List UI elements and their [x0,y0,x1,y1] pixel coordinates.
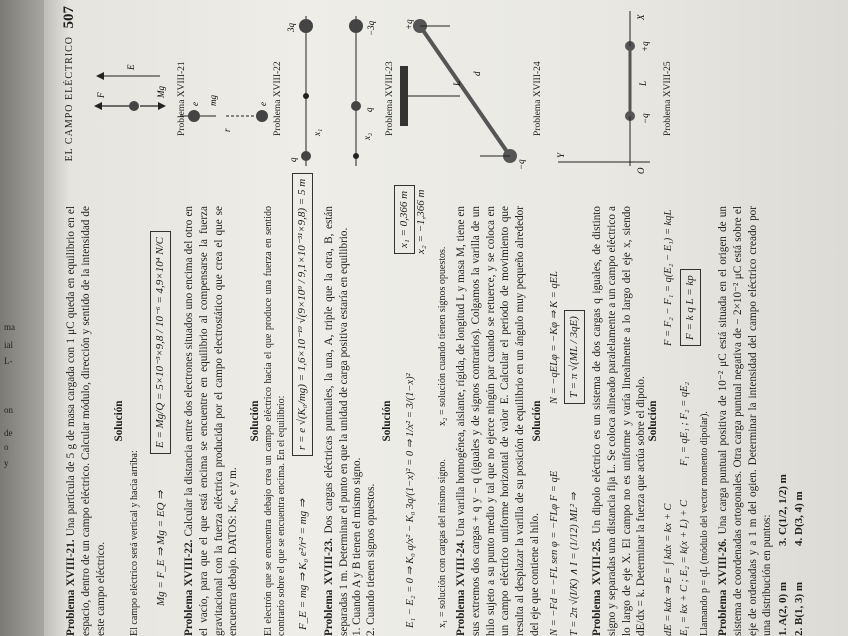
svg-text:−q: −q [516,159,526,170]
list-item: 2. Cuando tienen signos opuestos. [365,483,377,636]
equation: F = F₂ − F₁ = q(E₂ − E₁) = kqL [663,209,674,346]
list-item: 2. B(1, 3) m [793,581,805,636]
equation: F_E = mg ⇒ K₀ e²/r² = mg ⇒ [297,498,309,630]
solution-heading: Solución [531,400,543,442]
result-box: F = k q L = kp [680,269,701,346]
result-box: T = π √(ML / 3qE) [564,310,585,404]
problem-26 [716,206,775,636]
equation: E₁ = kx + C ; E₂ = k(x + L) + C [679,499,690,636]
svg-text:Y: Y [556,152,566,158]
problem-title: Problema XVIII-26. [717,538,729,636]
equation: Mg = F_E ⇒ Mg = EQ ⇒ [155,490,167,606]
previous-page-edge [0,0,44,636]
svg-text:q: q [288,157,298,162]
side-fragment: o [4,442,9,452]
side-fragment: ma [4,322,15,332]
side-fragment: de [4,428,13,438]
svg-text:−q: −q [640,113,650,124]
equation: T = 2π √(I/K) ∧ I = (1/12) ML² ⇒ [569,492,580,636]
diagram-two-electrons [180,6,270,176]
problem-22 [182,206,241,636]
figure-caption: Problema XVIII-21 [177,61,187,136]
figure-caption: Problema XVIII-24 [533,61,543,136]
problem-text: Una carga puntual positiva de 10⁻² μC está situada en el origen de un sistema de coordenadas ortogonales. Otra carga puntual negativa de − 2×10⁻² μC está sobre el eje de ordenadas y a 1 m del ogien. Determinar la intensidad del campo eléctrico creado por una distribución en puntos: [717,206,774,636]
list-item: 1. A(2, 0) m [777,581,789,636]
solution-heading: Solución [249,400,261,442]
svg-text:+q: +q [640,41,650,52]
svg-text:Mg: Mg [156,86,166,98]
problem-21 [64,206,108,636]
problem-title: Problema XVIII-21. [65,539,77,636]
problem-25 [590,206,649,636]
problem-title: Problema XVIII-25. [591,538,603,636]
svg-text:x₂: x₂ [362,132,372,140]
problem-title: Problema XVIII-24. [455,539,467,636]
problem-text: Un dipolo eléctrico es un sistema de dos cargas q iguales, de distinto signo y separadas una distancia fija L. Se coloca alineado paralelamente a un campo eléctrico a lo largo de eje X. El campo no es uniforme y varía linealmente a lo largo del eje x, siendo dE/dx = k. Determinar la fuerza que actúa sobre el dipolo. [591,206,648,636]
figure-caption: Problema XVIII-23 [385,61,395,136]
diagram-dipole [550,6,660,176]
svg-text:mg: mg [208,95,218,106]
page-number: 507 [61,6,77,29]
equation: dE = kdx ⇒ E = ∫ kdx = kx + C [663,503,674,636]
result-box: r = e √(K₀/mg) = 1,6×10⁻¹⁹ √(9×10⁹ / 9,1×10⁻³¹×9,8) = 5 m [292,173,313,456]
svg-text:O: O [636,167,646,174]
list-item: 1. Cuando A y B tienen el mismo signo. [351,457,363,636]
result-box: x₁ = 0,366 m [394,185,415,254]
svg-text:F: F [96,92,106,98]
side-fragment: y [4,458,9,468]
svg-text:d: d [472,71,482,76]
figure-caption: Problema XVIII-22 [273,61,283,136]
solution-heading: Solución [113,400,125,442]
side-fragment: on [4,405,13,415]
side-fragment: ial [4,340,13,350]
svg-text:e: e [258,102,268,106]
chapter-title: EL CAMPO ELÉCTRICO [64,36,75,162]
solution-note: El electrón que se encuentra debajo crea un campo eléctrico hacia el que produce una fuerza en sentido contrario sobre el que se encuentra encima. En el equilibrio: [263,206,288,636]
solution-heading: Solución [381,400,393,442]
svg-text:E: E [126,64,136,70]
svg-text:L: L [452,80,462,86]
list-item: 3. C(1/2, 1/2) m [777,474,789,546]
problem-text: Una partícula de 5 g de masa cargada con 1 μC queda en equilibrio en el espacio, dentro de un campo eléctrico. Calcular módulo, dirección y sentido de la intensidad de este campo eléctrico. [65,206,107,636]
problem-text: Una varilla homogénea, aislante, rígida, de longitud L y masa M, tiene en sus extremos dos cargas + q y − q (iguales y de signos contrarios). Colgamos la varilla de un hilo sujeto a su punto medio y tal que no ejerce ningún par cuando se retuerce, y se coloca en un campo eléctrico uniforme horizontal de valor E. Calcular el periodo de movimiento que resulta al desplazar la varilla de su posición de equilibrio en un ángulo muy pequeño alrededor del eje que contiene al hilo. [455,206,541,636]
svg-text:x₁: x₁ [312,128,322,136]
list-item: 4. D(3, 4) m [793,491,805,546]
rotated-book-page [60,0,848,636]
result-box: E = Mg/Q = 5×10⁻³×9,8 / 10⁻⁶ = 4,9×10⁴ N/C [150,231,171,454]
equation: F₁ = qE₁ ; F₂ = qE₂ [679,381,690,466]
svg-text:3q: 3q [286,23,296,32]
svg-text:r: r [222,128,232,132]
diagram-charged-particle [90,26,170,176]
figure-21 [90,26,187,176]
equation: N = −qELφ = −Kφ ⇒ K = qEL [549,271,560,404]
solution-note: x₂ = solución cuando tienen signos opuestos. [437,246,448,426]
figure-24 [400,6,543,176]
figure-25 [550,6,673,176]
solution-note: x₁ = solución con cargas del mismo signo. [437,459,448,628]
problem-23 [322,206,352,636]
figure-23 [282,6,395,176]
figure-caption: Problema XVIII-25 [663,61,673,136]
svg-text:e: e [190,102,200,106]
problem-title: Problema XVIII-23. [323,538,335,636]
diagram-rod-in-field [400,6,530,176]
result: x₂ = −1,366 m [415,189,427,254]
solution-note: Llamando p = qL (módulo del vector momento dipolar). [699,411,710,636]
svg-text:−3q: −3q [366,20,376,36]
figure-22 [180,6,283,176]
equation: N = −Fd = −FL sen φ = −FLφ F = qE [549,470,560,636]
solution-heading: Solución [647,400,659,442]
equation: E₁ − E₂ = 0 ⇒ K₀ q/x² − K₀ 3q/(1−x)² = 0 ⇒ 1/x² = 3/(1−x)² [405,373,416,628]
diagram-point-charges [282,6,382,176]
svg-text:+q: +q [404,19,414,30]
solution-note: El campo eléctrico será vertical y hacia arriba: [129,450,140,636]
svg-text:X: X [636,14,646,20]
problem-text: Dos cargas eléctricas puntuales, la una, A, triple que la otra, B, están separadas 1 m. Determinar el punto en que la unidad de carga positiva estaría en equilibrio. [323,206,350,636]
problem-title: Problema XVIII-22. [183,539,195,636]
side-fragment: L- [4,356,13,366]
problem-text: Calcular la distancia entre dos electrones situados uno encima del otro en el vacío, para que el que está encima se encuentre en equilibrio al compensarse la fuerza gravitacional con la fuerza eléctrica producida por el campo electrostático que crea el que se encuentra debajo. DATOS: K₀, e y m. [183,206,240,636]
svg-text:L: L [638,80,648,86]
svg-text:q: q [364,107,374,112]
